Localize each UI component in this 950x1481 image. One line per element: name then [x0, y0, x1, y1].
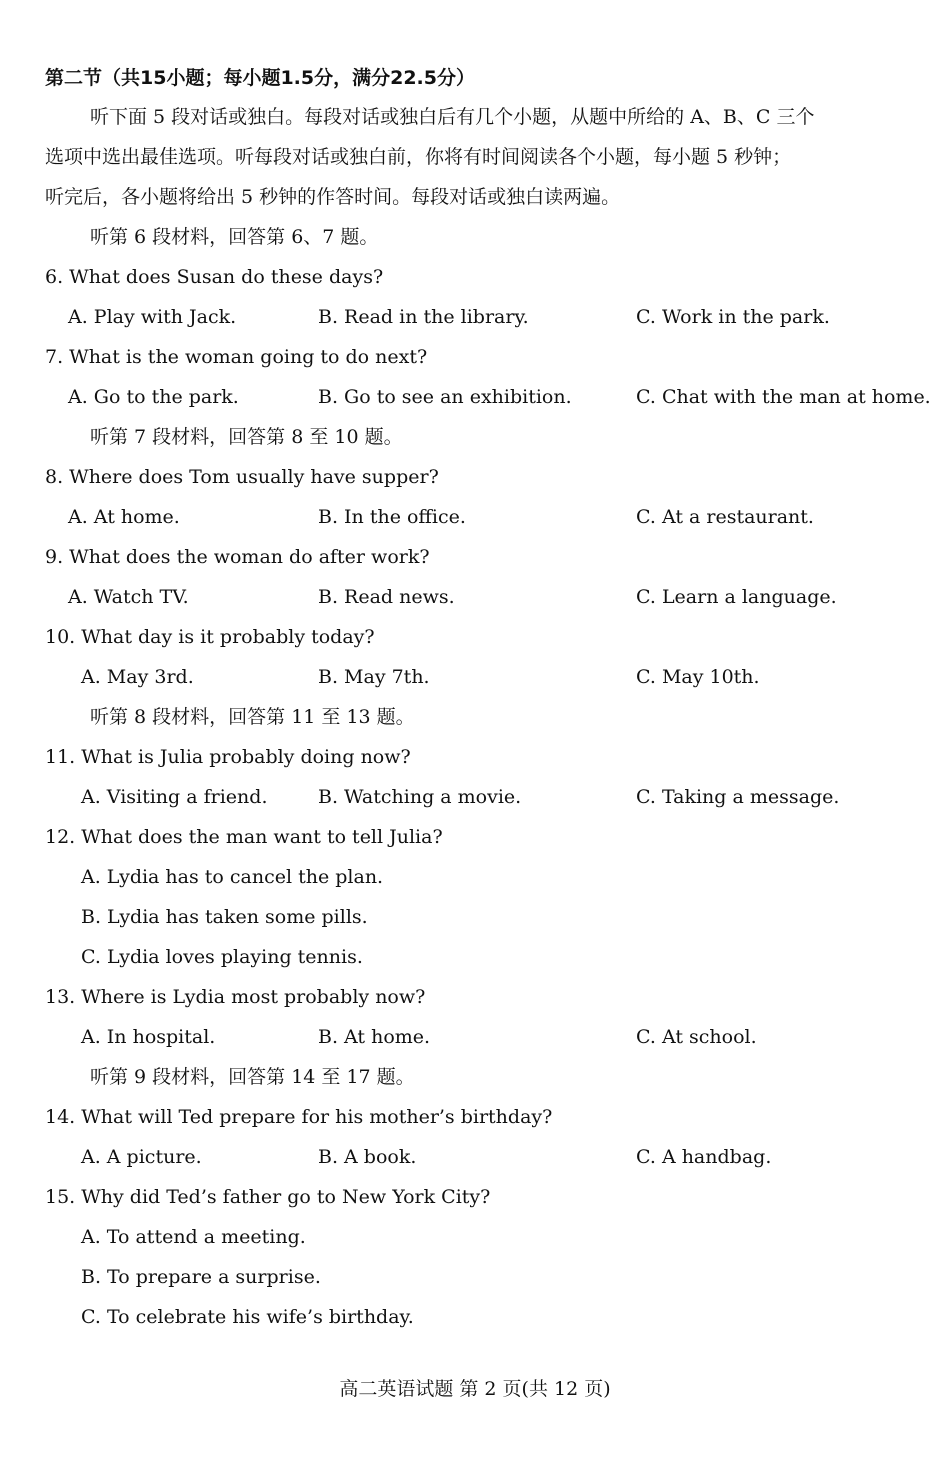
question-stem	[0, 262, 950, 292]
option-a: A. A picture.	[81, 1146, 202, 1168]
option-a: A. Go to the park.	[68, 386, 239, 408]
option-c: C. May 10th.	[636, 666, 760, 688]
question-stem	[0, 982, 950, 1012]
option-b: B. Read news.	[318, 586, 455, 608]
option-row-a	[0, 1222, 950, 1252]
group-note	[0, 422, 950, 452]
options-row	[0, 302, 950, 332]
instruction-text: 选项中选出最佳选项。听每段对话或独白前，你将有时间阅读各个小题，每小题 5 秒钟；	[45, 146, 792, 168]
instruction-text: 听下面 5 段对话或独白。每段对话或独白后有几个小题，从题中所给的 A、B、C 三个	[90, 106, 815, 128]
instruction-line-3	[0, 182, 950, 212]
question-stem-text: 14. What will Ted prepare for his mother’s birthday?	[45, 1106, 553, 1128]
section-heading	[0, 63, 950, 93]
option-a: A. Visiting a friend.	[81, 786, 268, 808]
question-stem-text: 11. What is Julia probably doing now?	[45, 746, 411, 768]
group-note-text: 听第 7 段材料，回答第 8 至 10 题。	[90, 426, 403, 448]
options-row	[0, 662, 950, 692]
option-a: A. At home.	[68, 506, 180, 528]
options-row	[0, 382, 950, 412]
options-row	[0, 582, 950, 612]
option-c: C. At school.	[636, 1026, 757, 1048]
option-a: A. Lydia has to cancel the plan.	[81, 866, 384, 888]
option-c: C. To celebrate his wife’s birthday.	[81, 1306, 414, 1328]
option-c: C. Taking a message.	[636, 786, 840, 808]
question-stem-text: 7. What is the woman going to do next?	[45, 346, 428, 368]
option-b: B. Watching a movie.	[318, 786, 522, 808]
group-note-text: 听第 9 段材料，回答第 14 至 17 题。	[90, 1066, 415, 1088]
group-note-text: 听第 8 段材料，回答第 11 至 13 题。	[90, 706, 415, 728]
options-row	[0, 1142, 950, 1172]
option-c: C. Learn a language.	[636, 586, 837, 608]
question-stem	[0, 462, 950, 492]
instruction-line-2	[0, 142, 950, 172]
group-note	[0, 222, 950, 252]
question-stem	[0, 622, 950, 652]
question-stem	[0, 342, 950, 372]
question-stem	[0, 742, 950, 772]
question-stem	[0, 822, 950, 852]
option-a: A. Play with Jack.	[68, 306, 237, 328]
option-a: A. May 3rd.	[81, 666, 194, 688]
option-b: B. In the office.	[318, 506, 466, 528]
option-b: B. To prepare a surprise.	[81, 1266, 321, 1288]
option-a: A. Watch TV.	[68, 586, 189, 608]
group-note	[0, 1062, 950, 1092]
instruction-text: 听完后，各小题将给出 5 秒钟的作答时间。每段对话或独白读两遍。	[45, 186, 621, 208]
question-stem-text: 6. What does Susan do these days?	[45, 266, 384, 288]
option-a: A. In hospital.	[81, 1026, 216, 1048]
group-note	[0, 702, 950, 732]
option-b: B. At home.	[318, 1026, 431, 1048]
option-row-b	[0, 902, 950, 932]
option-c: C. At a restaurant.	[636, 506, 814, 528]
option-c: C. A handbag.	[636, 1146, 772, 1168]
option-c: C. Chat with the man at home.	[636, 386, 931, 408]
question-stem-text: 15. Why did Ted’s father go to New York City?	[45, 1186, 491, 1208]
options-row	[0, 1022, 950, 1052]
option-b: B. May 7th.	[318, 666, 430, 688]
options-row	[0, 502, 950, 532]
option-b: B. Go to see an exhibition.	[318, 386, 572, 408]
option-row-c	[0, 942, 950, 972]
option-c: C. Work in the park.	[636, 306, 830, 328]
section-heading-text: 第二节（共15小题；每小题1.5分，满分22.5分）	[45, 67, 475, 89]
option-c: C. Lydia loves playing tennis.	[81, 946, 363, 968]
question-stem	[0, 1182, 950, 1212]
option-row-a	[0, 862, 950, 892]
option-row-b	[0, 1262, 950, 1292]
option-row-c	[0, 1302, 950, 1332]
option-b: B. A book.	[318, 1146, 417, 1168]
question-stem-text: 12. What does the man want to tell Julia?	[45, 826, 443, 848]
page-footer: 高二英语试题 第 2 页(共 12 页)	[339, 1378, 611, 1400]
question-stem	[0, 542, 950, 572]
question-stem-text: 13. Where is Lydia most probably now?	[45, 986, 426, 1008]
option-b: B. Read in the library.	[318, 306, 529, 328]
option-a: A. To attend a meeting.	[81, 1226, 306, 1248]
option-b: B. Lydia has taken some pills.	[81, 906, 368, 928]
group-note-text: 听第 6 段材料，回答第 6、7 题。	[90, 226, 379, 248]
options-row	[0, 782, 950, 812]
question-stem	[0, 1102, 950, 1132]
question-stem-text: 10. What day is it probably today?	[45, 626, 375, 648]
instruction-line-1	[0, 102, 950, 132]
question-stem-text: 9. What does the woman do after work?	[45, 546, 430, 568]
question-stem-text: 8. Where does Tom usually have supper?	[45, 466, 439, 488]
